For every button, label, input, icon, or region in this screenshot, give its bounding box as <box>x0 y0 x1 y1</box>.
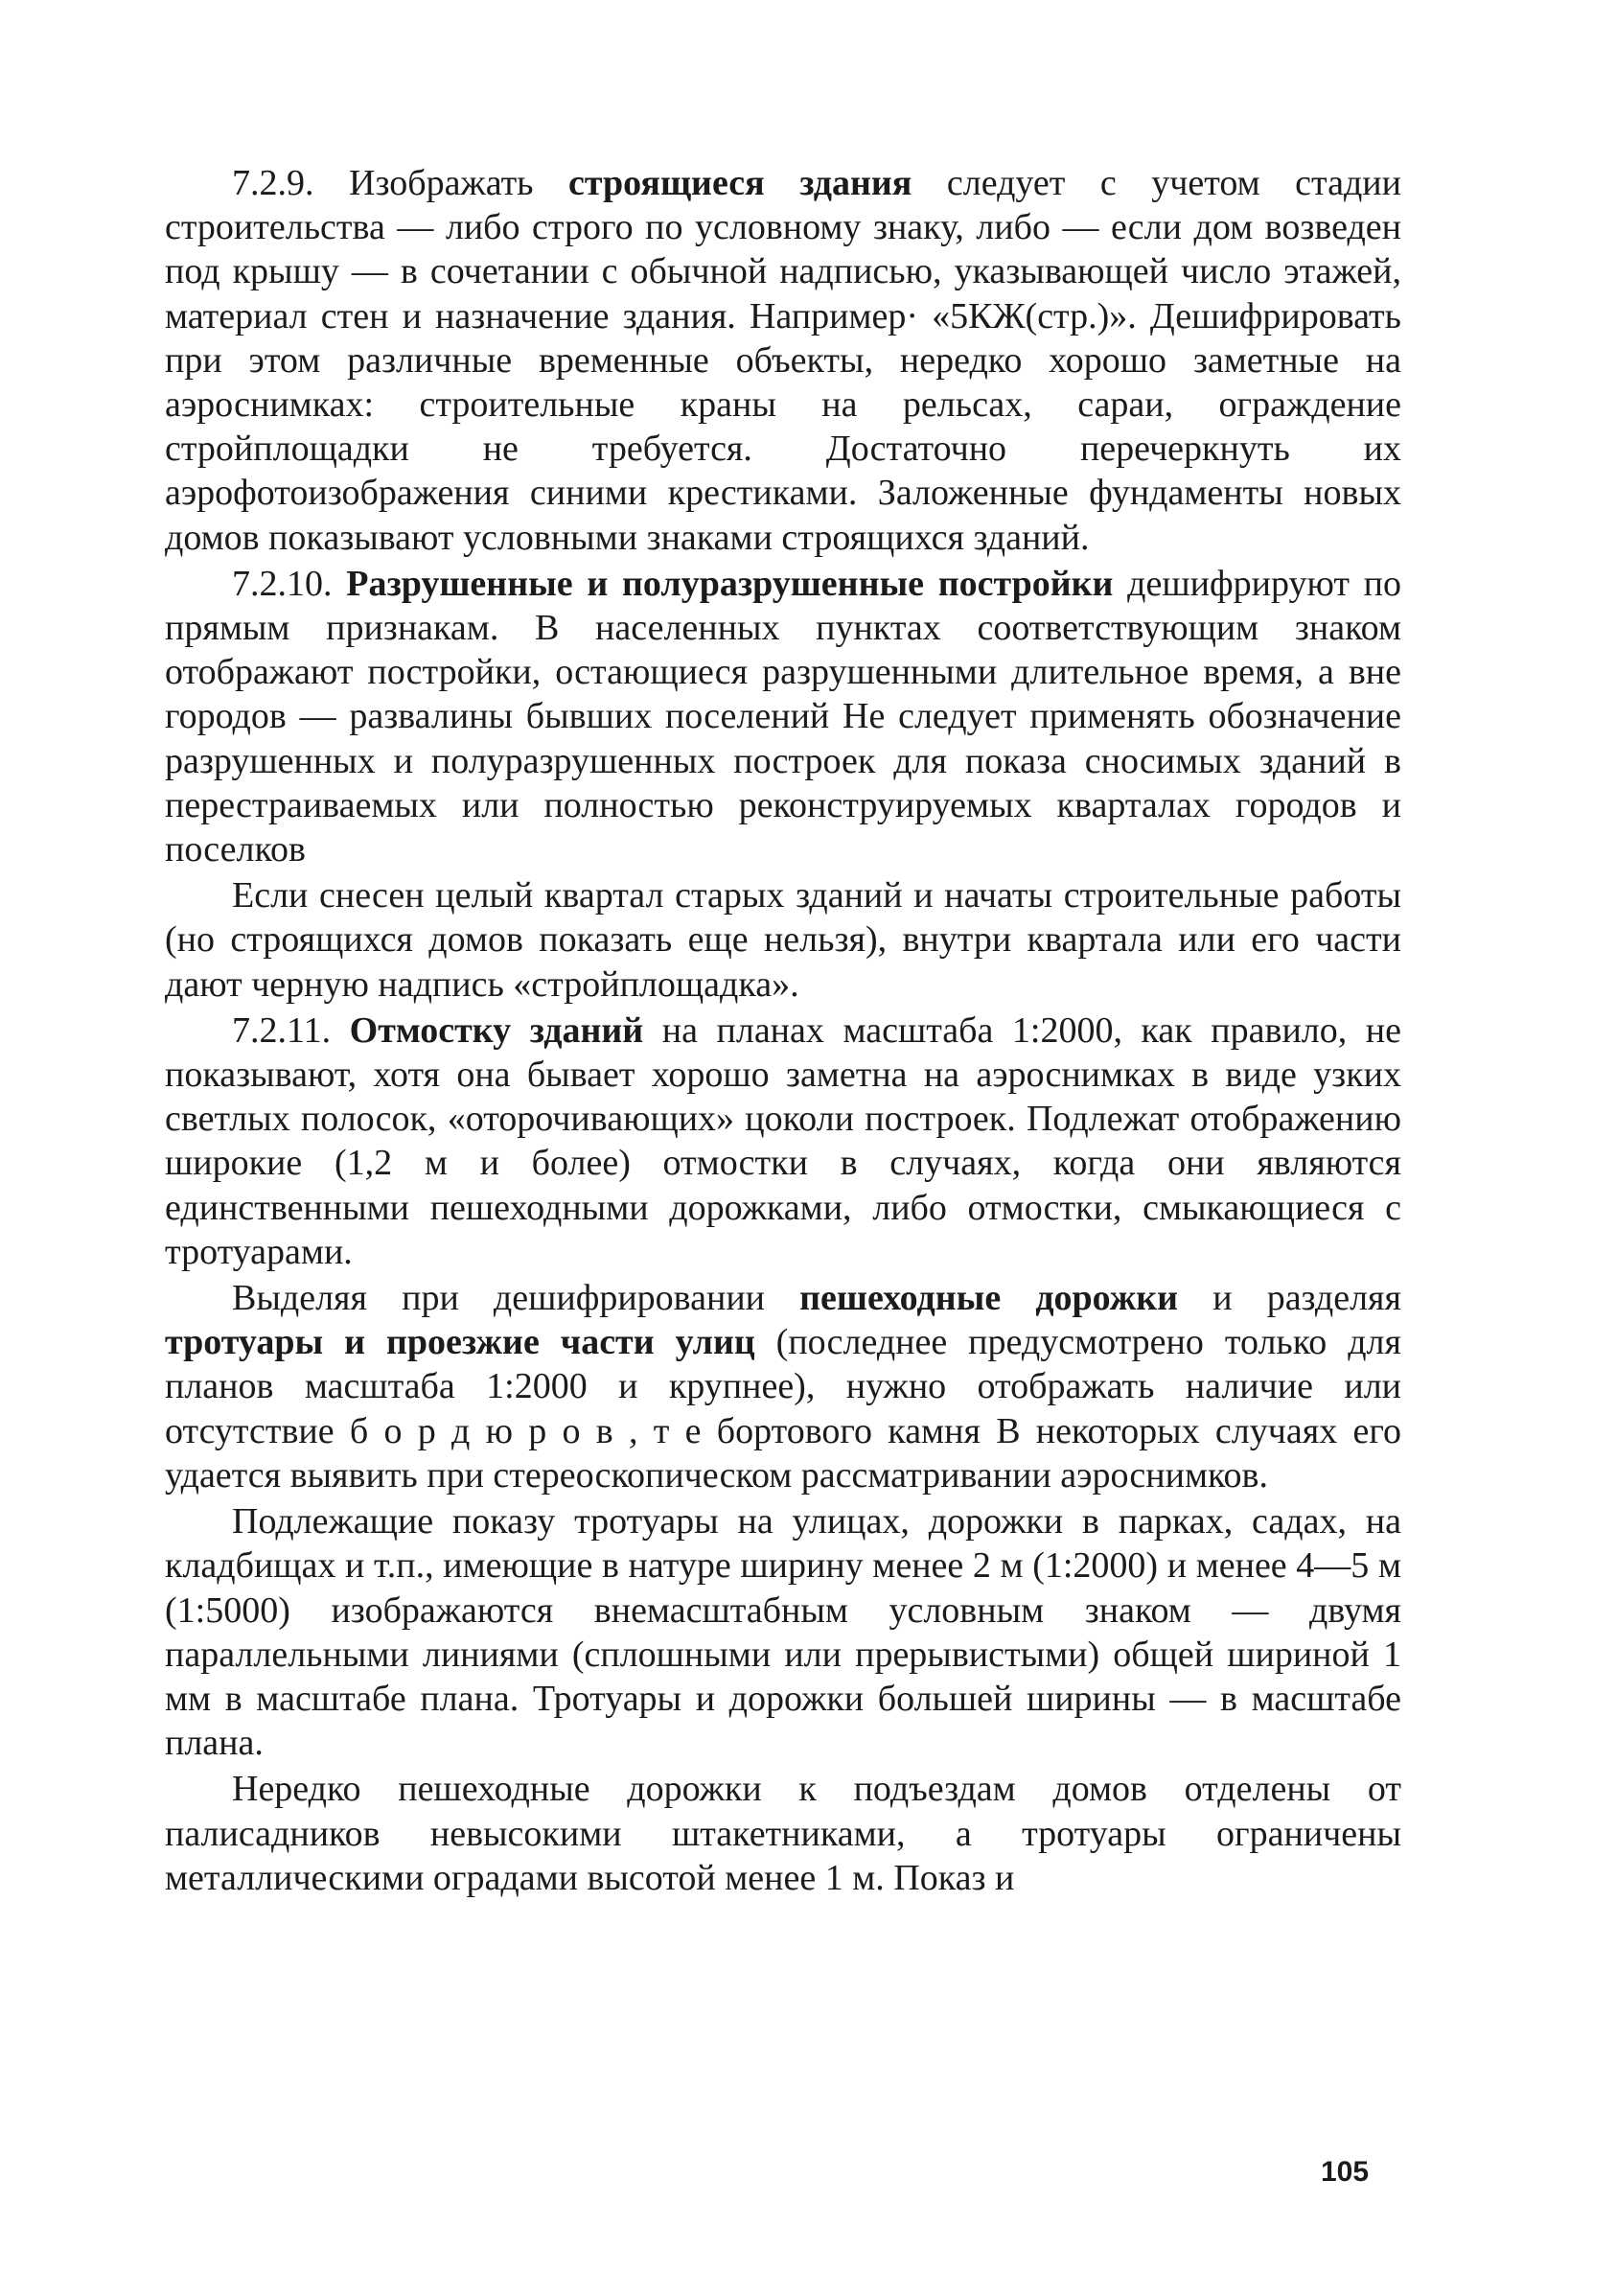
paragraph-text: 7.2.11. <box>232 1009 350 1051</box>
bold-term: строящиеся здания <box>568 163 912 203</box>
bold-term: Отмостку зданий <box>349 1009 644 1051</box>
paragraph-p-width <box>165 1499 1401 1765</box>
paragraph-text: дешифрируют по прямым признакам. В населенных пунктах соответствующим знаком отображают постройки, остающиеся разрушенными длительное время, а вне городов — развалины бывших поселений Не следует применять обозначение разрушенных и полуразрушенных построек для показа сносимых зданий в перестраиваемых или полностью реконструируемых кварталах городов и поселков <box>165 563 1402 870</box>
paragraph-text: 7.2.9. Изображать <box>232 163 569 203</box>
paragraph-text: на планах масштаба 1:2000, как правило, не показывают, хотя она бывает хорошо заметна на аэроснимках в виде узких светлых полосок, «оторочивающих» цоколи построек. Подлежат отображению широкие (1,2 м и более) отмостки в случаях, когда они являются единственными пешеходными дорожками, либо отмостки, смыкающиеся с тротуарами. <box>165 1009 1401 1272</box>
paragraph-p-fences <box>165 1767 1401 1900</box>
paragraph-text: следует с учетом стадии строительства — либо строго по условному знаку, либо — если дом возведен под крышу — в сочетании с обычной надписью, указывающей число этажей, материал стен и назначение здания. Например· «5КЖ(стр.)». Дешифрировать при этом различные временные объекты, нередко хорошо заметные на аэроснимках: строительные краны на рельсах, сараи, ограждение стройплощадки не требуется. Достаточно перечеркнуть их аэрофотоизображения синими крестиками. Заложенные фундаменты новых домов показывают условными знаками строящихся зданий. <box>165 163 1401 558</box>
paragraph-p-7-2-10 <box>165 562 1401 871</box>
paragraph-p-sidewalks <box>165 1276 1401 1497</box>
paragraph-text: Нередко пешеходные дорожки к подъездам домов отделены от палисадников невысокими штакетниками, а тротуары ограничены металлическими оградами высотой менее 1 м. Показ и <box>165 1769 1401 1898</box>
bold-term: тротуары и проезжие части улиц <box>165 1322 755 1363</box>
document-page <box>165 161 1401 1900</box>
paragraph-p-7-2-9 <box>165 161 1401 560</box>
paragraph-text: (последнее предусмотрено только для планов масштаба 1:2000 и крупнее), нужно отображать наличие или отсутствие б о р д ю р о в , т е бортового камня В некоторых случаях его удается выявить при стереоскопическом рассматривании аэроснимков. <box>165 1322 1401 1496</box>
bold-term: пешеходные дорожки <box>799 1278 1179 1319</box>
paragraph-p-7-2-11 <box>165 1009 1401 1274</box>
paragraph-text: Подлежащие показу тротуары на улицах, дорожки в парках, садах, на кладбищах и т.п., имеющие в натуре ширину менее 2 м (1:2000) и менее 4—5 м (1:5000) изображаются внемасштабным условным знаком — двумя параллельными линиями (сплошными или прерывистыми) общей шириной 1 мм в масштабе плана. Тротуары и дорожки большей ширины — в масштабе плана. <box>165 1501 1401 1764</box>
paragraph-text: 7.2.10. <box>232 563 347 604</box>
page-number: 105 <box>1321 2156 1370 2188</box>
paragraph-text: Если снесен целый квартал старых зданий и начаты строительные работы (но строящихся домов показать еще нельзя), внутри квартала или его части дают черную надпись «стройплощадка». <box>165 875 1401 1005</box>
paragraph-text: и разделяя <box>1178 1278 1402 1319</box>
paragraph-text: Выделяя при дешифрировании <box>232 1278 800 1319</box>
bold-term: Разрушенные и полуразрушенные постройки <box>346 563 1114 604</box>
paragraph-p-block-quarter <box>165 873 1401 1007</box>
